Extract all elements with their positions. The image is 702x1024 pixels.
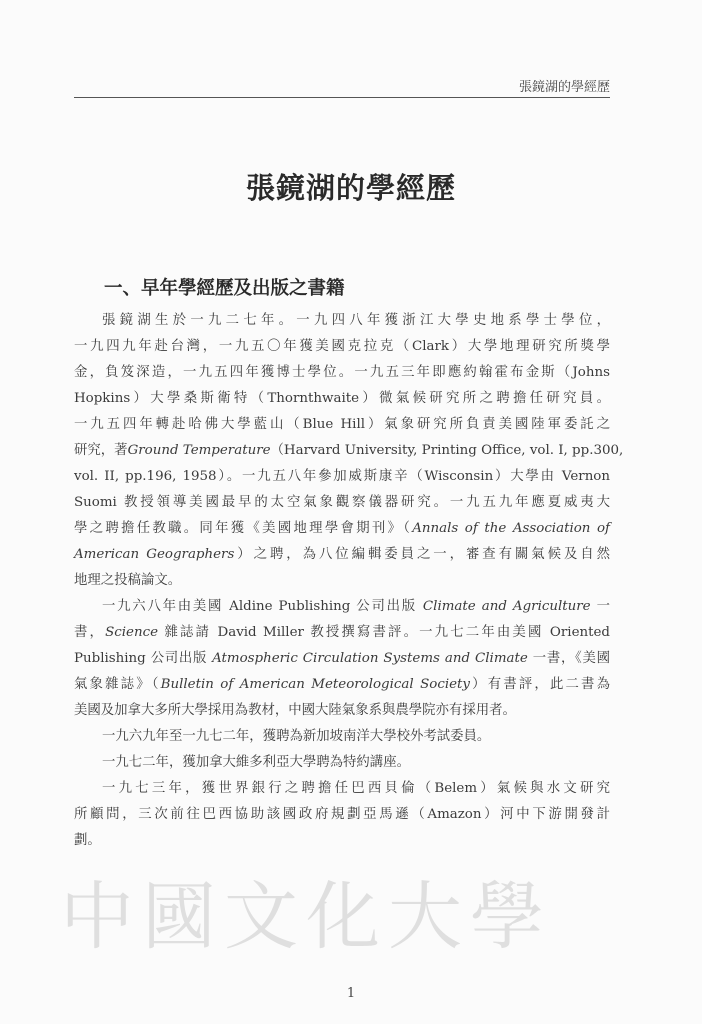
text-line	[74, 646, 610, 672]
text-line: 一九七二年，獲加拿大維多利亞大學聘為特約講座。	[102, 755, 410, 770]
paragraph-5	[74, 776, 610, 854]
body-text	[74, 308, 624, 854]
text-line: vol. II, pp.196, 1958）。一九五八年參加威斯康辛（Wisconsin）大學由 Vernon	[74, 469, 610, 484]
text-line: 地理之投稿論文。	[74, 573, 182, 588]
header-rule	[74, 97, 610, 98]
running-header: 張鏡湖的學經歷	[518, 80, 610, 95]
text-run: 一書，《美國	[527, 651, 610, 666]
paragraph-1	[74, 308, 624, 594]
watermark: 中國文化大學	[60, 874, 552, 960]
text-line: 所顧問，三次前往巴西協助該國政府規劃亞馬遜（Amazon）河中下游開發計	[74, 807, 610, 822]
text-line: 金，負笈深造，一九五四年獲博士學位。一九五三年即應約翰霍布金斯（Johns	[74, 365, 610, 380]
text-line	[74, 672, 610, 698]
journal-title: Annals of the Association of	[412, 521, 610, 536]
book-title: Ground Temperature	[127, 443, 271, 458]
text-line	[74, 542, 610, 568]
text-line: 張鏡湖生於一九二七年。一九四八年獲浙江大學史地系學士學位，	[102, 313, 610, 328]
text-line: 劃。	[74, 833, 101, 848]
book-title: Climate and Agriculture	[422, 599, 591, 614]
book-title: Atmospheric Circulation Systems and Climate	[212, 651, 528, 666]
text-line: 美國及加拿大多所大學採用為教材，中國大陸氣象系與農學院亦有採用者。	[74, 703, 516, 718]
paragraph-3	[74, 724, 610, 750]
text-run: 書，	[74, 625, 106, 640]
section-heading: 一、早年學經歷及出版之書籍	[104, 278, 345, 299]
text-run: ）之聘，為八位編輯委員之一，審查有關氣候及自然	[234, 547, 611, 562]
text-line	[74, 620, 610, 646]
text-run: 氣象雜誌》（	[74, 677, 161, 692]
text-line: Hopkins）大學桑斯衛特（Thornthwaite）微氣候研究所之聘擔任研究員。	[74, 391, 610, 406]
text-run: Publishing 公司出版	[74, 651, 213, 666]
text-line: 一九七三年，獲世界銀行之聘擔任巴西貝倫（Belem）氣候與水文研究	[102, 781, 610, 796]
paragraph-2	[74, 594, 610, 724]
journal-title: American Geographers	[74, 547, 235, 562]
text-run: 研究，著	[74, 443, 128, 458]
text-line	[74, 594, 610, 620]
text-run: 雜誌請 David Miller 教授撰寫書評。一九七二年由美國 Oriented	[158, 625, 610, 640]
text-line: 一九六九年至一九七二年，獲聘為新加坡南洋大學校外考試委員。	[102, 729, 491, 744]
page-title: 張鏡湖的學經歷	[245, 171, 456, 205]
journal-title: Bulletin of American Meteorological Society	[160, 677, 470, 692]
text-run: 學之聘擔任教職。同年獲《美國地理學會期刊》（	[74, 521, 413, 536]
text-run: 一	[590, 599, 610, 614]
page-number: 1	[346, 986, 356, 1001]
text-line: 一九四九年赴台灣，一九五〇年獲美國克拉克（Clark）大學地理研究所獎學	[74, 339, 610, 354]
text-run: ）有書評，此二書為	[470, 677, 610, 692]
journal-title: Science	[105, 625, 159, 640]
text-run: 一九六八年由美國 Aldine Publishing 公司出版	[102, 599, 423, 614]
text-line: Suomi 教授領導美國最早的太空氣象觀察儀器研究。一九五九年應夏威夷大	[74, 495, 610, 510]
text-line	[74, 516, 610, 542]
text-run: （Harvard University, Printing Office, vol. I, pp.300,	[270, 443, 624, 458]
text-line	[74, 438, 624, 464]
text-line: 一九五四年轉赴哈佛大學藍山（Blue Hill）氣象研究所負責美國陸軍委託之	[74, 417, 610, 432]
paragraph-4	[74, 750, 610, 776]
